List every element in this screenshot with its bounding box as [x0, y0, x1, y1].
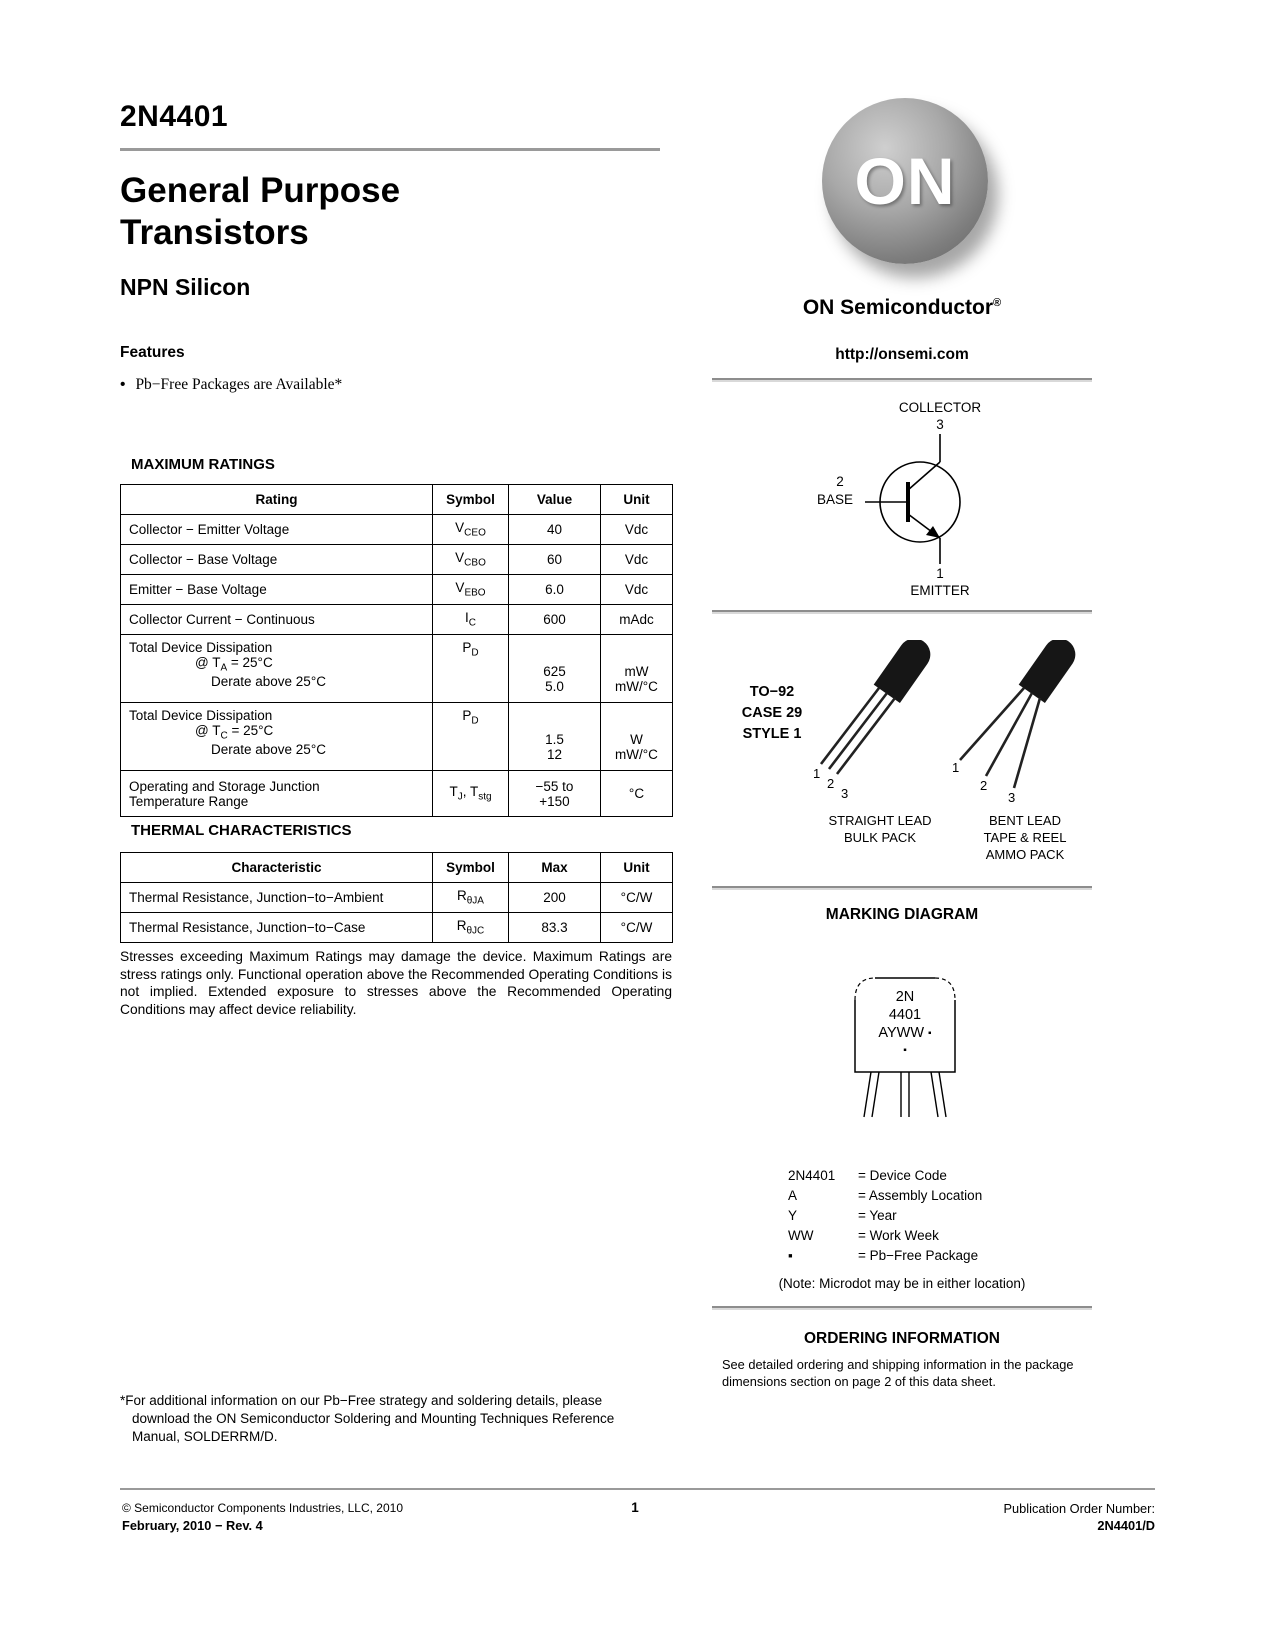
cell-symbol: $V_{EBO}$ [433, 575, 509, 605]
cell-value: 1.5 12 [509, 703, 601, 771]
package-caption: BENT LEAD TAPE & REEL AMMO PACK [983, 813, 1067, 862]
cell-unit: °C/W [601, 913, 673, 943]
table-row [121, 883, 673, 913]
to92-bent-lead-drawing [950, 640, 1100, 806]
pbfree-dot-icon: ▪ [928, 1028, 932, 1039]
col-header-unit: Unit [601, 853, 673, 883]
cell-unit: mAdc [601, 605, 673, 635]
cell-value: 60 [509, 545, 601, 575]
table-row [121, 545, 673, 575]
emitter-label: EMITTER [910, 583, 970, 598]
publication-label: Publication Order Number: [1003, 1501, 1155, 1516]
cell-max: 200 [509, 883, 601, 913]
col-header-rating: Rating [121, 485, 433, 515]
ordering-information-text: See detailed ordering and shipping information in the package dimensions section on page 2 of this data sheet. [722, 1357, 1074, 1389]
microdot-icon: ▪ [903, 1045, 907, 1056]
legend-row: 2N4401 = Device Code [788, 1168, 947, 1183]
publication-number: 2N4401/D [1097, 1518, 1155, 1533]
table-row [121, 515, 673, 545]
base-pin-number: 2 [836, 474, 844, 489]
svg-text:2: 2 [980, 778, 988, 793]
cell-rating: Collector Current − Continuous [121, 605, 433, 635]
legend-row: A = Assembly Location [788, 1188, 983, 1203]
footnote-line2: download the ON Semiconductor Soldering and Mounting Techniques Reference [132, 1411, 615, 1426]
table-row [121, 913, 673, 943]
marking-code [845, 988, 965, 1059]
cell-symbol: $V_{CEO}$ [433, 515, 509, 545]
table-row [121, 605, 673, 635]
col-header-symbol: Symbol [433, 485, 509, 515]
cell-value: 625 5.0 [509, 635, 601, 703]
section-divider [712, 610, 1092, 614]
col-header-characteristic: Characteristic [121, 853, 433, 883]
marking-line3: AYWW ▪ [878, 1025, 932, 1041]
footnote-line1: *For additional information on our Pb−Free strategy and soldering details, please [120, 1393, 603, 1408]
cell-symbol: $T_J$, $T_{stg}$ [433, 771, 509, 817]
page-subtitle: NPN Silicon [120, 274, 251, 300]
section-divider [712, 378, 1092, 382]
table-row [121, 575, 673, 605]
copyright-text: © Semiconductor Components Industries, LLC, 2010 [122, 1501, 403, 1515]
marking-legend [788, 1166, 1108, 1266]
cell-rating: Emitter − Base Voltage [121, 575, 433, 605]
marking-line2: 4401 [888, 1007, 922, 1023]
brand-name: ON Semiconductor® [802, 296, 1002, 319]
footer-rule [120, 1488, 1155, 1490]
cell-unit: Vdc [601, 515, 673, 545]
thermal-characteristics-table [120, 852, 673, 943]
features-heading: Features [120, 344, 185, 361]
part-number-rule [120, 148, 660, 151]
cell-rating: Operating and Storage Junction Temperature Range [121, 771, 433, 817]
svg-text:1: 1 [952, 760, 960, 775]
col-header-max: Max [509, 853, 601, 883]
brand-url: http://onsemi.com [835, 346, 969, 363]
col-header-value: Value [509, 485, 601, 515]
microdot-note: (Note: Microdot may be in either location) [778, 1276, 1026, 1291]
pbfree-footnote [120, 1392, 680, 1446]
svg-text:3: 3 [1008, 790, 1016, 805]
legend-row: ▪ = Pb−Free Package [788, 1248, 979, 1263]
cell-symbol: $R_{\theta JC}$ [433, 913, 509, 943]
registered-mark: ® [993, 297, 1002, 309]
svg-text:2: 2 [827, 776, 835, 791]
on-semiconductor-logo [822, 98, 988, 264]
page-title [120, 170, 400, 254]
legend-row: Y = Year [788, 1208, 897, 1223]
marking-line1: 2N [895, 989, 915, 1005]
table-header-row [121, 853, 673, 883]
cell-unit: °C [601, 771, 673, 817]
footnote-line3: Manual, SOLDERRM/D. [132, 1429, 278, 1444]
table-row [121, 703, 673, 771]
cell-value: −55 to +150 [509, 771, 601, 817]
bullet-icon: • [120, 376, 126, 393]
page-title-line1: General Purpose [120, 171, 401, 210]
maximum-ratings-heading: MAXIMUM RATINGS [131, 456, 275, 473]
cell-max: 83.3 [509, 913, 601, 943]
to92-straight-lead-drawing [805, 640, 955, 806]
cell-rating: Collector − Emitter Voltage [121, 515, 433, 545]
emitter-pin-number: 1 [936, 566, 944, 581]
cell-symbol: $V_{CBO}$ [433, 545, 509, 575]
thermal-characteristics-heading: THERMAL CHARACTERISTICS [131, 822, 352, 839]
transistor-pinout-diagram [795, 400, 1065, 600]
cell-characteristic: Thermal Resistance, Junction−to−Case [121, 913, 433, 943]
cell-value: 6.0 [509, 575, 601, 605]
stress-ratings-note: Stresses exceeding Maximum Ratings may damage the device. Maximum Ratings are stress ratings only. Functional operation above the Recommended Operating Conditions is not implied. Extended exposure to stresses above the Recommended Operating Conditions may affect device reliability. [120, 949, 672, 1017]
footer-copyright-block [122, 1500, 403, 1534]
cell-characteristic: Thermal Resistance, Junction−to−Ambient [121, 883, 433, 913]
cell-symbol: $I_C$ [433, 605, 509, 635]
feature-item [120, 376, 342, 394]
cell-rating: Total Device Dissipation @ $T_A = 25^\circ C$ Derate above 25°C [121, 635, 433, 703]
ordering-information-heading: ORDERING INFORMATION [803, 1330, 1001, 1347]
base-label: BASE [816, 492, 854, 507]
package-figure-straight-lead [805, 640, 955, 845]
svg-text:1: 1 [813, 766, 821, 781]
legend-row: WW = Work Week [788, 1228, 939, 1243]
page-number: 1 [631, 1500, 639, 1515]
cell-unit: Vdc [601, 575, 673, 605]
part-number: 2N4401 [120, 100, 229, 133]
col-header-symbol: Symbol [433, 853, 509, 883]
table-header-row [121, 485, 673, 515]
cell-value: 600 [509, 605, 601, 635]
cell-unit: Vdc [601, 545, 673, 575]
collector-label: COLLECTOR [898, 400, 982, 415]
page-title-line2: Transistors [120, 213, 309, 252]
revision-date: February, 2010 − Rev. 4 [122, 1518, 263, 1533]
package-name: TO−92 CASE 29 STYLE 1 [741, 684, 803, 742]
marking-diagram-heading: MARKING DIAGRAM [825, 906, 979, 923]
footer-publication-block [855, 1500, 1155, 1534]
section-divider [712, 886, 1092, 890]
col-header-unit: Unit [601, 485, 673, 515]
cell-rating: Total Device Dissipation @ $T_C = 25^\circ C$ Derate above 25°C [121, 703, 433, 771]
cell-unit: °C/W [601, 883, 673, 913]
feature-text: Pb−Free Packages are Available* [135, 376, 343, 393]
maximum-ratings-table [120, 484, 673, 817]
section-divider [712, 1306, 1092, 1310]
cell-rating: Collector − Base Voltage [121, 545, 433, 575]
table-row [121, 771, 673, 817]
cell-unit: mW mW/°C [601, 635, 673, 703]
cell-value: 40 [509, 515, 601, 545]
package-caption: STRAIGHT LEAD BULK PACK [828, 813, 932, 845]
cell-unit: W mW/°C [601, 703, 673, 771]
package-figure-bent-lead [950, 640, 1100, 862]
cell-symbol: $P_D$ [433, 635, 509, 703]
cell-symbol: $R_{\theta JA}$ [433, 883, 509, 913]
svg-text:3: 3 [841, 786, 849, 801]
cell-symbol: $P_D$ [433, 703, 509, 771]
logo-text: ON [854, 144, 956, 218]
table-row [121, 635, 673, 703]
collector-pin-number: 3 [936, 417, 944, 432]
